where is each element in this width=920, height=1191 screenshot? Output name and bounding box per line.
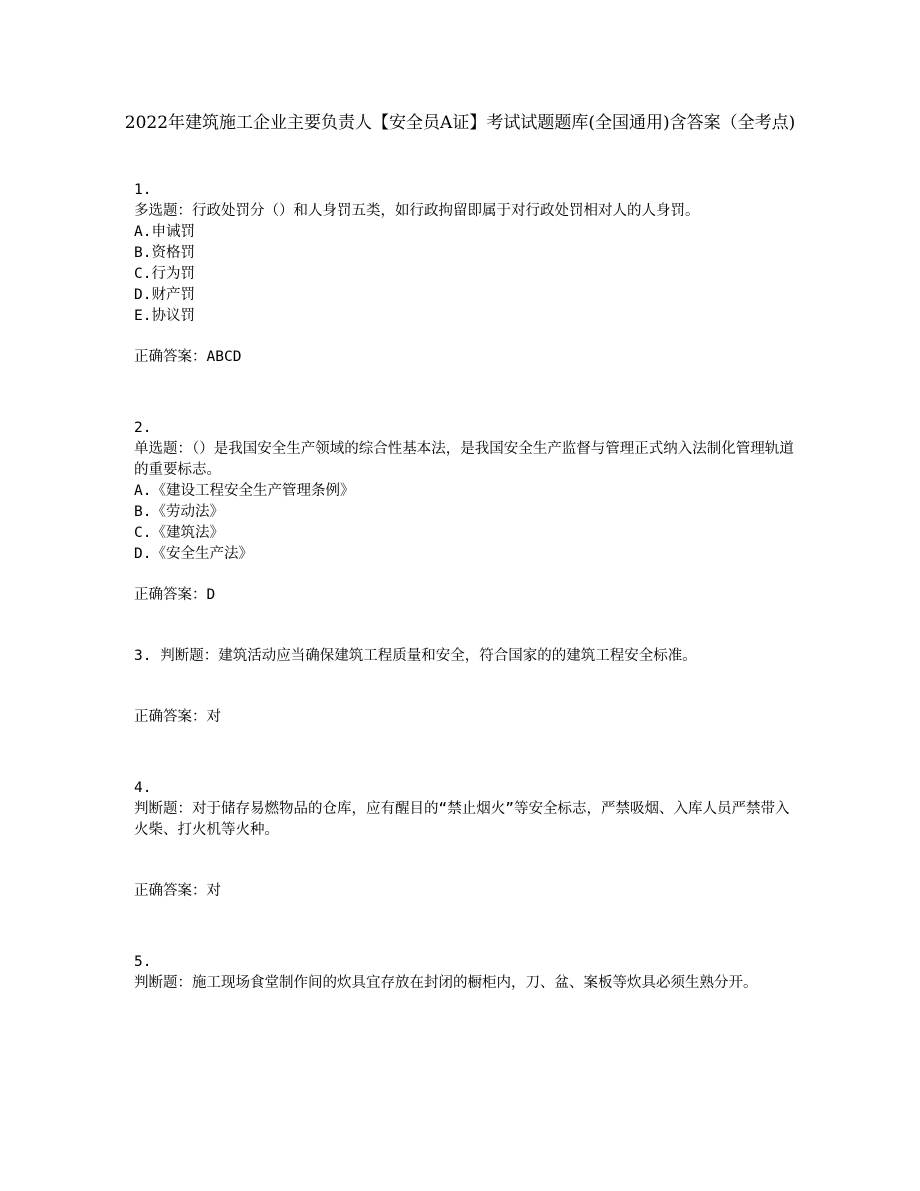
option-d: D.财产罚 bbox=[134, 287, 195, 303]
answer-row bbox=[134, 707, 794, 728]
answer-value: ABCD bbox=[206, 349, 242, 365]
option-a: A.《建设工程安全生产管理条例》 bbox=[134, 483, 355, 499]
answer-value: 对 bbox=[206, 709, 221, 725]
question-stem: 判断题：对于储存易燃物品的仓库，应有醒目的“禁止烟火”等安全标志，严禁吸烟、入库人员严禁带入火柴、打火机等火种。 bbox=[134, 801, 790, 838]
option-d: D.《安全生产法》 bbox=[134, 546, 253, 562]
question-number: 2. bbox=[134, 420, 152, 436]
question-stem: 单选题：（）是我国安全生产领域的综合性基本法，是我国安全生产监督与管理正式纳入法制化管理轨道的重要标志。 bbox=[134, 441, 794, 478]
question-number: 4. bbox=[134, 780, 152, 796]
question-4 bbox=[134, 778, 794, 902]
answer-label: 正确答案： bbox=[134, 587, 207, 603]
question-1 bbox=[134, 180, 794, 368]
option-e: E.协议罚 bbox=[134, 308, 195, 324]
option-b: B.资格罚 bbox=[134, 245, 195, 261]
question-3 bbox=[134, 646, 794, 728]
answer-label: 正确答案： bbox=[134, 709, 207, 725]
question-stem: 判断题：建筑活动应当确保建筑工程质量和安全，符合国家的的建筑工程安全标准。 bbox=[160, 648, 697, 664]
answer-row bbox=[134, 881, 794, 902]
answer-label: 正确答案： bbox=[134, 349, 207, 365]
question-stem: 判断题：施工现场食堂制作间的炊具宜存放在封闭的橱柜内，刀、盆、案板等炊具必须生熟分开。 bbox=[134, 975, 758, 991]
question-number: 3. bbox=[134, 648, 152, 664]
answer-row bbox=[134, 347, 794, 368]
answer-row bbox=[134, 585, 794, 606]
question-list bbox=[134, 180, 794, 994]
answer-value: 对 bbox=[206, 883, 221, 899]
question-line bbox=[134, 646, 794, 667]
question-number: 1. bbox=[134, 182, 152, 198]
question-5 bbox=[134, 952, 794, 994]
question-number: 5. bbox=[134, 954, 152, 970]
answer-label: 正确答案： bbox=[134, 883, 207, 899]
question-stem: 多选题：行政处罚分（）和人身罚五类，如行政拘留即属于对行政处罚相对人的人身罚。 bbox=[134, 203, 700, 219]
option-c: C.《建筑法》 bbox=[134, 525, 224, 541]
option-c: C.行为罚 bbox=[134, 266, 195, 282]
option-a: A.申诫罚 bbox=[134, 224, 195, 240]
document-title: 2022年建筑施工企业主要负责人【安全员A证】考试试题题库(全国通用)含答案（全考点) bbox=[124, 113, 796, 133]
answer-value: D bbox=[206, 587, 216, 603]
option-b: B.《劳动法》 bbox=[134, 504, 224, 520]
question-2 bbox=[134, 418, 794, 606]
